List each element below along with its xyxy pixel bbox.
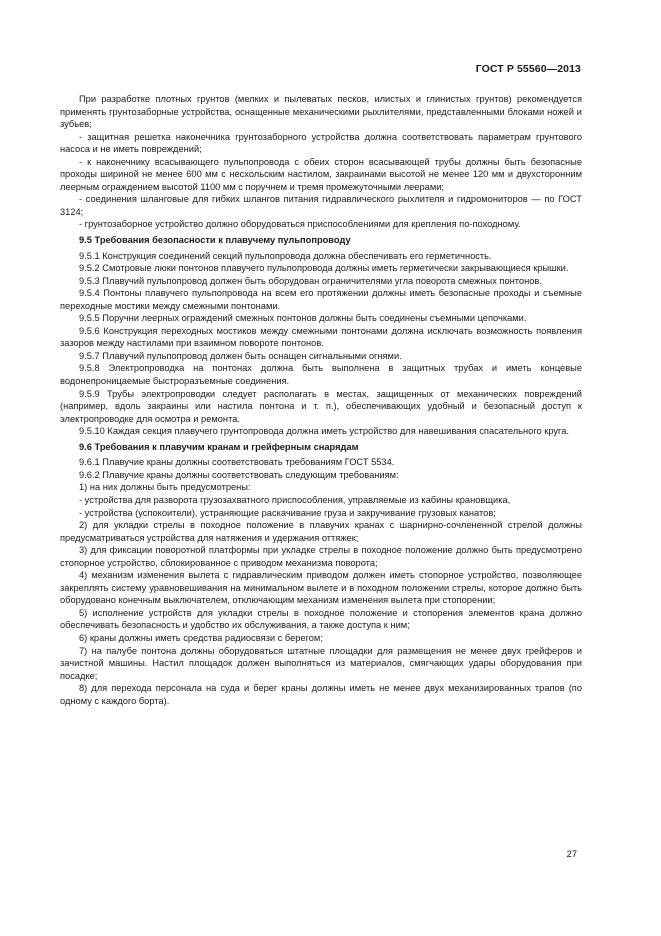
list-item: 6) краны должны иметь средства радиосвязи с берегом; [79,632,323,643]
clause-9-5-9: 9.5.9 Трубы электропроводки следует располагать в местах, защищенных от механических повреждений (например, вдоль закраины или настила понтона и т. п.), обеспечивающих удобный и безопасный доступ к электропроводке для осмотра и ремонта. [60,388,582,424]
document-code-header: ГОСТ Р 55560—2013 [475,63,581,75]
list-item: - защитная решетка наконечника грунтозаборного устройства должна соответствовать параметрам грунтового насоса и не иметь повреждений; [60,131,582,155]
clause-9-6-2: 9.6.2 Плавучие краны должны соответствовать следующим требованиям: [79,469,399,480]
list-item: 7) на палубе понтона должны оборудоваться штатные площадки для размещения не менее двух грейферов и зачистной машины. Настил площадок должен выполняться из материалов, смягчающих удары оборудования при посадке; [60,645,582,681]
list-item: - к наконечнику всасывающего пульпопровода с обеих сторон всасывающей трубы должны быть безопасные проходы шириной не менее 600 мм с несхольским настилом, закраинами высотой не менее 120 мм и двухсторонним леерным ограждением высотой 1100 мм с поручнем и тремя промежуточными леерами; [60,156,582,192]
list-item: 4) механизм изменения вылета с гидравлическим приводом должен иметь стопорное устройство, позволяющее закреплять систему уравновешивания на минимальном вылете и в походном положении стрелы, которое должно быть оборудовано конечным выключателем, отключающим механизм изменения вылета при стопорении; [60,570,582,606]
list-item: 8) для перехода персонала на суда и берег краны должны иметь не менее двух механизированных трапов (по одному с каждого борта). [60,683,582,706]
clause-9-5-7: 9.5.7 Плавучий пульпопровод должен быть оснащен сигнальными огнями. [79,350,402,361]
section-heading-9-6: 9.6 Требования к плавучим кранам и грейферным снарядам [79,441,359,452]
list-item: 1) на них должны быть предусмотрены: [79,482,251,493]
clause-9-5-2: 9.5.2 Смотровые люки понтонов плавучего пульпопровода должны иметь герметически закрывающиеся крышки. [79,263,569,274]
clause-9-5-10: 9.5.10 Каждая секция плавучего грунтопровода должна иметь устройство для навешивания спасательного круга. [79,426,569,437]
clause-9-5-5: 9.5.5 Поручни леерных ограждений смежных понтонов должны быть соединены съемными цепочками. [79,313,527,324]
clause-9-6-1: 9.6.1 Плавучие краны должны соответствовать требованиям ГОСТ 5534. [79,457,395,468]
clause-9-5-4: 9.5.4 Понтоны плавучего пульпопровода на всем его протяжении должны иметь безопасные проходы и съемные переходные мостики между смежными понтонами. [60,288,582,311]
list-item: - устройства (успокоители), устраняющие раскачивание груза и закручивание грузовых канатов; [79,507,496,518]
list-item: 2) для укладки стрелы в походное положение в плавучих кранах с шарнирно-сочлененной стрелой должны предусматриваться устройства для натяжения и удержания оттяжек; [60,520,582,543]
list-item: - соединения шланговые для гибких шлангов питания гидравлического рыхлителя и гидромониторов — по ГОСТ 3124; [60,194,582,217]
list-item: - устройства для разворота грузозахватного приспособления, управляемые из кабины крановщика, [79,494,511,505]
clause-9-5-3: 9.5.3 Плавучий пульпопровод должен быть оборудован ограничителями угла поворота смежных понтонов. [79,275,542,286]
clause-9-5-8: 9.5.8 Электропроводка на понтонах должна быть выполнена в защитных трубах и иметь концевые водонепроницаемые быстроразъемные соединения. [60,363,582,387]
list-item: 5) исполнение устройств для укладки стрелы в походное положение и стопорения элементов крана должно обеспечивать безопасность и удобство их обслуживания, а также доступа к ним; [60,607,582,631]
clause-9-5-6: 9.5.6 Конструкция переходных мостиков между смежными понтонами должна исключать возможность появления зазоров между настилами при взаимном повороте понтонов. [60,325,582,349]
clause-9-5-1: 9.5.1 Конструкция соединений секций пульпопровода должна обеспечивать его герметичность. [79,250,492,261]
page-number: 27 [566,849,577,859]
section-heading-9-5: 9.5 Требования безопасности к плавучему пульпопроводу [79,235,351,246]
document-body [60,93,582,707]
paragraph: При разработке плотных грунтов (мелких и пылеватых песков, илистых и глинистых грунтов) рекомендуется применять грунтозаборные устройства, оснащенные механическими рыхлителями, представленными блоками ножей и зубьев; [60,94,582,130]
list-item: 3) для фиксации поворотной платформы при укладке стрелы в походное положение должно быть предусмотрено стопорное устройство, сблокированное с приводом механизма поворота; [60,545,582,568]
list-item: - грунтозаборное устройство должно оборудоваться приспособлениями для крепления по-походному. [79,219,521,230]
